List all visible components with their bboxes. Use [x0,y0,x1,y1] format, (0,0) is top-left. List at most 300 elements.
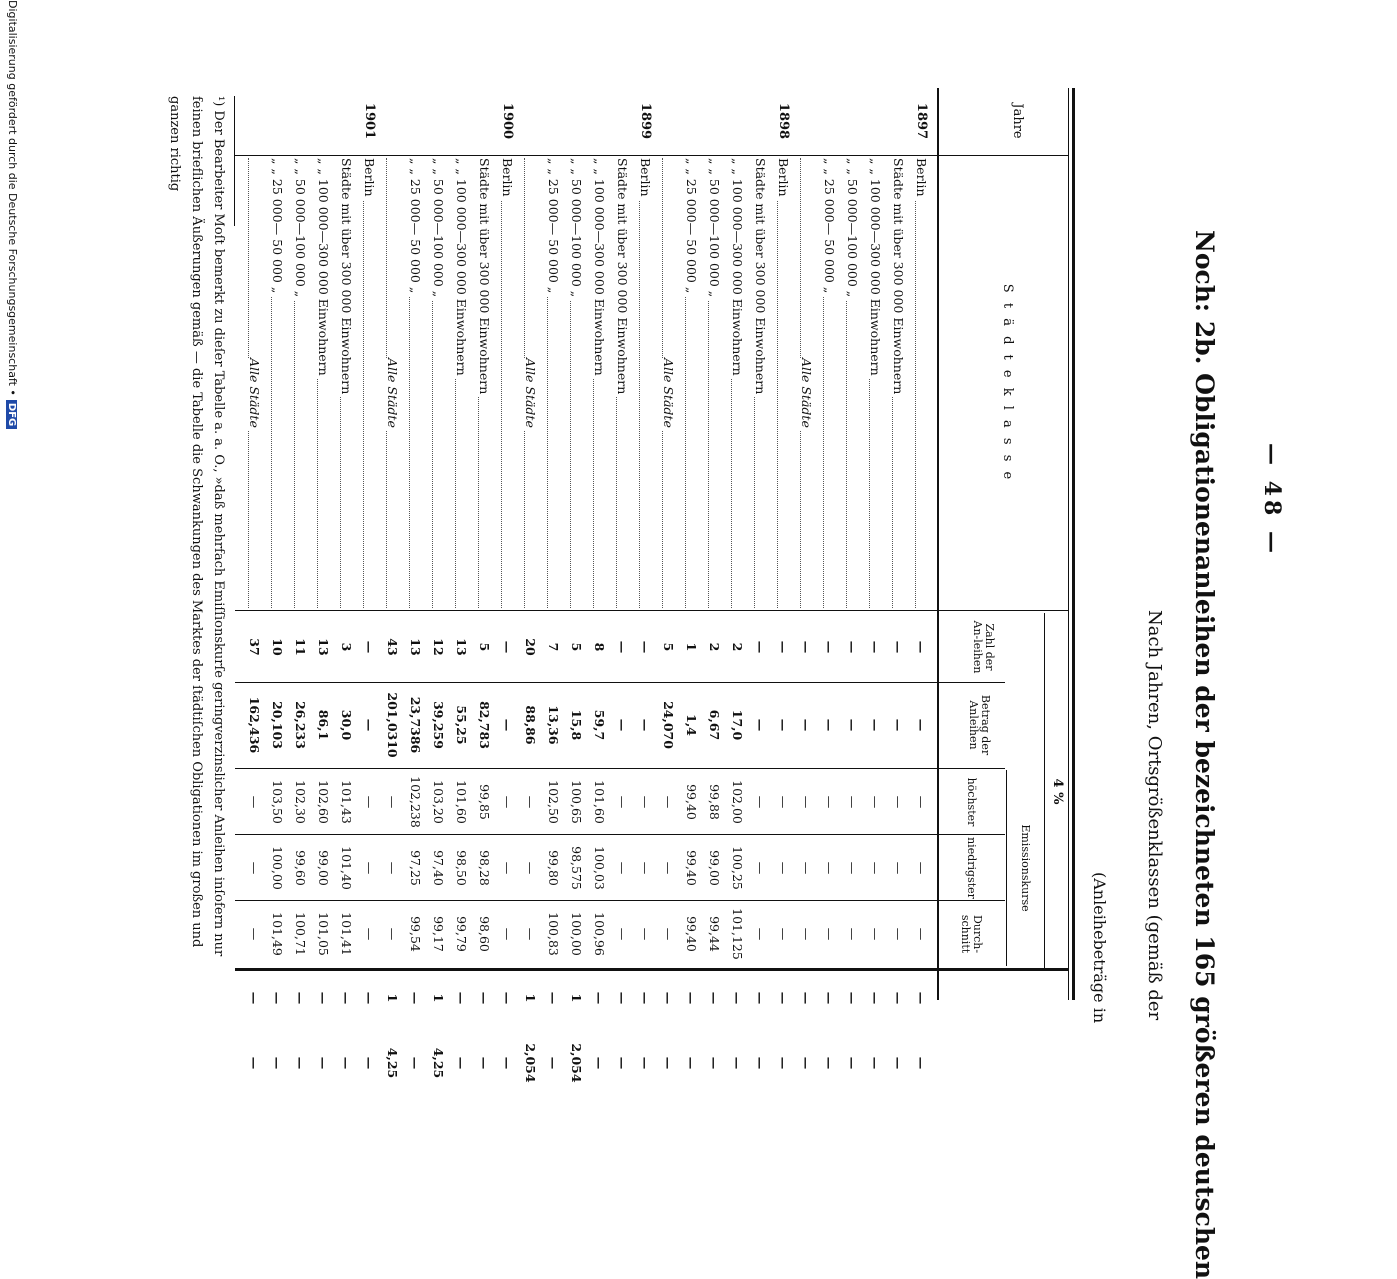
city-class-cell [240,158,266,608]
lowest-rate-cell: — [914,861,929,875]
count2-cell: — [339,991,354,1005]
average-rate-cell: — [753,927,768,941]
amount2-cell: — [684,1056,699,1070]
city-class-cell [332,158,358,608]
table-row [358,88,381,1070]
city-class-cell [401,158,427,608]
count-cell: 5 [477,642,492,652]
year-cell [792,88,818,154]
amount2-cell: — [500,1056,515,1070]
city-class-label: „ „ 25 000— 50 000 „ [408,158,423,296]
amount2-cell: — [868,1056,883,1070]
count2-cell: — [707,991,722,1005]
count2-cell: — [615,991,630,1005]
highest-rate-cell: 99,40 [684,784,699,820]
lowest-rate-cell: — [638,861,653,875]
highest-rate-cell: — [638,795,653,809]
lowest-rate-cell: 98,28 [477,850,492,886]
count2-cell: 1 [569,993,584,1003]
emission-group-rule [1006,770,1007,966]
amount2-cell: — [707,1056,722,1070]
average-rate-cell: 101,49 [270,912,285,956]
city-class-cell [493,158,519,608]
city-class-cell [861,158,887,608]
highest-rate-cell: 101,43 [339,780,354,824]
lowest-rate-cell: — [385,861,400,875]
count2-cell: — [638,991,653,1005]
dfg-logo: DFG [6,400,17,429]
header-zahl: Zahl der An-leihen [971,620,996,674]
average-rate-cell: — [500,927,515,941]
city-class-cell [792,158,818,608]
table-total-row [657,88,680,1070]
table-top-rule [1072,88,1075,1000]
header-staedteklasse: S t ä d t e k l a s s e [1000,283,1015,483]
average-rate-cell: 99,17 [431,916,446,952]
city-class-label: „ „ 50 000—100 000 „ [845,158,860,300]
count-cell: 8 [592,642,607,652]
table-row [726,88,749,1070]
count2-cell: — [799,991,814,1005]
amount2-cell: — [776,1056,791,1070]
table-total-row [243,88,266,1070]
amount-cell: 26,233 [293,701,308,749]
header-niedrigster: niedrigster [965,837,978,899]
count2-cell: 1 [385,993,400,1003]
count2-cell: — [500,991,515,1005]
count-cell: 13 [408,638,423,656]
city-class-label: Alle Städte [799,358,814,431]
amount-cell: — [615,718,630,732]
count-cell: — [822,640,837,654]
highest-rate-cell: — [799,795,814,809]
highest-rate-cell: — [776,795,791,809]
table-row [565,88,588,1083]
count-cell: 7 [546,642,561,652]
average-rate-cell: — [799,927,814,941]
digitization-credit [6,0,19,1000]
amount2-cell: — [661,1056,676,1070]
year-cell [240,88,266,154]
count2-cell: — [661,991,676,1005]
amount-cell: 30,0 [339,709,354,741]
table-row [427,88,450,1079]
highest-rate-cell: 100,65 [569,780,584,824]
table-row [818,88,841,1070]
count-cell: 20 [523,638,538,656]
year-cell [332,88,358,154]
amount-cell: — [868,718,883,732]
table-row [887,88,910,1070]
highest-rate-cell: — [661,795,676,809]
lowest-rate-cell: 98,575 [569,846,584,890]
highest-rate-cell: 99,85 [477,784,492,820]
amount-cell: 39,259 [431,701,446,749]
highest-rate-cell: — [523,795,538,809]
average-rate-cell: 101,125 [730,908,745,960]
amount-cell: 24,070 [661,701,676,749]
leader-dots [777,158,778,608]
city-class-cell [631,158,657,608]
count-cell: 11 [293,638,308,656]
year-cell: 1898 [776,102,791,140]
city-class-label: „ „ 100 000—300 000 Einwohnern [868,158,883,379]
leader-dots [915,158,916,608]
highest-rate-cell: 99,88 [707,784,722,820]
average-rate-cell: — [845,927,860,941]
header-bottom-rule [937,88,939,1000]
count2-cell: 1 [431,993,446,1003]
city-class-cell [723,158,749,608]
highest-rate-cell: 103,20 [431,780,446,824]
amount2-cell: — [799,1056,814,1070]
city-class-cell [424,158,450,608]
count-cell: — [615,640,630,654]
table-row [542,88,565,1070]
average-rate-cell: 100,96 [592,912,607,956]
average-rate-cell: — [776,927,791,941]
year-cell [516,88,542,154]
amount-cell: — [362,718,377,732]
amount-cell: — [845,718,860,732]
city-class-label: „ „ 25 000— 50 000 „ [270,158,285,296]
average-rate-cell: 101,41 [339,912,354,956]
table-row [634,88,657,1070]
count2-cell: — [891,991,906,1005]
year-cell [861,88,887,154]
highest-rate-cell: 101,60 [592,780,607,824]
count2-cell: — [914,991,929,1005]
year-cell [884,88,910,154]
city-class-cell [309,158,335,608]
highest-rate-cell: — [385,795,400,809]
average-rate-cell: 100,71 [293,912,308,956]
amount2-cell: — [293,1056,308,1070]
city-class-label: Alle Städte [523,358,538,431]
city-class-label: „ „ 50 000—100 000 „ [707,158,722,300]
highest-rate-cell: — [822,795,837,809]
unit-note: (Anleihebeträge in [1090,872,1109,1024]
city-class-label: „ „ 100 000—300 000 Einwohnern [316,158,331,379]
amount-cell: 13,36 [546,705,561,745]
amount-cell: 82,783 [477,701,492,749]
count-cell: — [500,640,515,654]
average-rate-cell: — [891,927,906,941]
city-class-label: „ „ 25 000— 50 000 „ [822,158,837,296]
city-class-cell [585,158,611,608]
page-number: — 48 — [1259,443,1285,557]
amount-cell: — [638,718,653,732]
city-class-label: „ „ 100 000—300 000 Einwohnern [592,158,607,379]
year-cell: 1897 [914,102,929,140]
count2-cell: — [408,991,423,1005]
year-cell [263,88,289,154]
table-row [772,88,795,1070]
count-cell: — [776,640,791,654]
average-rate-cell: — [868,927,883,941]
amount2-cell: 2,054 [523,1043,538,1083]
lowest-rate-cell: 100,25 [730,846,745,890]
average-rate-cell: 98,60 [477,916,492,952]
table-row [473,88,496,1070]
count2-cell: — [730,991,745,1005]
city-class-cell [838,158,864,608]
year-cell [585,88,611,154]
lowest-rate-cell: — [615,861,630,875]
count-cell: — [914,640,929,654]
table-total-row [381,88,404,1079]
table-row [289,88,312,1070]
count2-cell: — [822,991,837,1005]
header-percent: 4 % [1050,778,1065,805]
amount2-cell: — [845,1056,860,1070]
amount2-cell: — [316,1056,331,1070]
table-row [404,88,427,1070]
page-subtitle: Nach Jahren, Ortsgrößenklassen (gemäß der [1144,610,1165,1021]
average-rate-cell: 99,79 [454,916,469,952]
lowest-rate-cell: 99,00 [316,850,331,886]
lowest-rate-cell: 101,40 [339,846,354,890]
average-rate-cell: — [914,927,929,941]
amount-cell: — [799,718,814,732]
count-cell: 43 [385,638,400,656]
average-rate-cell: 99,44 [707,916,722,952]
city-class-label: Berlin [362,158,377,200]
count-cell: 5 [661,642,676,652]
city-class-cell [263,158,289,608]
lowest-rate-cell: — [799,861,814,875]
count-cell: 37 [247,638,262,656]
header-durchschnitt: Durch-schnitt [959,914,984,954]
page-title: Noch: 2b. Obligationenanleihen der bezeichneten 165 größeren deutschen [1190,230,1219,1279]
average-rate-cell: — [247,927,262,941]
lowest-rate-cell: 99,80 [546,850,561,886]
table-top-rule-thin [1068,88,1069,1000]
table-row [703,88,726,1070]
highest-rate-cell: — [247,795,262,809]
average-rate-cell: 99,40 [684,916,699,952]
amount-cell: 88,86 [523,705,538,745]
average-rate-cell: 101,05 [316,912,331,956]
amount-cell: — [822,718,837,732]
highest-rate-cell: 102,238 [408,776,423,828]
amount2-cell: — [546,1056,561,1070]
city-class-cell [355,158,381,608]
highest-rate-cell: — [615,795,630,809]
city-class-cell [562,158,588,608]
city-class-label: „ „ 50 000—100 000 „ [293,158,308,300]
amount2-cell: — [408,1056,423,1070]
city-class-label: „ „ 50 000—100 000 „ [569,158,584,300]
average-rate-cell: — [362,927,377,941]
average-rate-cell: — [615,927,630,941]
amount2-cell: — [362,1056,377,1070]
table-row [312,88,335,1070]
amount-cell: 55,25 [454,705,469,745]
year-cell: 1900 [500,102,515,140]
city-class-label: Städte mit über 300 000 Einwohnern [753,158,768,397]
highest-rate-cell: 103,50 [270,780,285,824]
amount-cell: 86,1 [316,709,331,741]
count-cell: 5 [569,642,584,652]
count-cell: — [638,640,653,654]
year-cell [378,88,404,154]
count-cell: — [799,640,814,654]
table-row [864,88,887,1070]
lowest-rate-cell: — [523,861,538,875]
count2-cell: — [592,991,607,1005]
leader-dots [501,158,502,608]
amount2-cell: — [615,1056,630,1070]
table-row [588,88,611,1070]
year-cell [424,88,450,154]
table-row [266,88,289,1070]
year-cell [562,88,588,154]
table-row [910,88,933,1070]
header-hoechster: höchster [965,777,978,827]
amount2-cell: 4,25 [431,1047,446,1079]
city-class-cell [769,158,795,608]
amount-cell: 20,103 [270,701,285,749]
highest-rate-cell: 101,60 [454,780,469,824]
lowest-rate-cell: 99,40 [684,850,699,886]
lowest-rate-cell: 97,40 [431,850,446,886]
amount-cell: — [776,718,791,732]
amount-cell: — [753,718,768,732]
count-cell: 13 [316,638,331,656]
lowest-rate-cell: 100,00 [270,846,285,890]
amount-cell: 6,67 [707,709,722,741]
amount2-cell: 4,25 [385,1047,400,1079]
amount-cell: — [500,718,515,732]
footnote-rule [234,96,235,226]
amount-cell: 17,0 [730,709,745,741]
amount2-cell: — [247,1056,262,1070]
lowest-rate-cell: — [661,861,676,875]
city-class-cell [677,158,703,608]
count2-cell: — [546,991,561,1005]
lowest-rate-cell: — [753,861,768,875]
count2-cell: — [362,991,377,1005]
footnote: ¹) Der Bearbeiter Moſt bemerkt zu dieſer Tabelle a. a. O., »daß mehrfach Emiſſionskurſe geringverzinslicher Anleihen inſofern nur feinen brieflichen Äußerungen gemäß — die Tabelle die Schwankungen des Marktes der ſtädtiſchen Obligationen im großen und ganzen richtig [167,96,226,957]
year-cell: 1901 [362,102,377,140]
city-class-label: Berlin [638,158,653,200]
percent-group-rule [1044,613,1045,970]
amount-cell: 201,0310 [385,692,400,758]
city-class-label: Alle Städte [247,358,262,431]
table-row [450,88,473,1070]
city-class-cell [447,158,473,608]
year-cell [401,88,427,154]
lowest-rate-cell: — [776,861,791,875]
count-cell: — [868,640,883,654]
count-cell: — [362,640,377,654]
table-row [496,88,519,1070]
highest-rate-cell: — [500,795,515,809]
year-cell [309,88,335,154]
amount-cell: — [914,718,929,732]
city-class-cell [884,158,910,608]
city-class-cell [608,158,634,608]
year-cell [286,88,312,154]
count-cell: — [891,640,906,654]
year-cell [470,88,496,154]
average-rate-cell: — [822,927,837,941]
highest-rate-cell: — [753,795,768,809]
table-row [335,88,358,1070]
leader-dots [639,158,640,608]
average-rate-cell: 100,00 [569,912,584,956]
header-emissionskurse: Emissionskurse [1019,824,1032,912]
table-total-row [795,88,818,1070]
header-betrag: Betrag der Anleihen [967,694,992,756]
amount2-cell: — [914,1056,929,1070]
highest-rate-cell: 102,50 [546,780,561,824]
highest-rate-cell: 102,60 [316,780,331,824]
count-cell: 13 [454,638,469,656]
average-rate-cell: — [638,927,653,941]
lowest-rate-cell: — [891,861,906,875]
amount2-cell: — [270,1056,285,1070]
highest-rate-cell: 102,00 [730,780,745,824]
count2-cell: — [776,991,791,1005]
average-rate-cell: — [523,927,538,941]
count2-cell: — [684,991,699,1005]
count-cell: — [845,640,860,654]
lowest-rate-cell: — [845,861,860,875]
city-class-label: Berlin [776,158,791,200]
city-class-cell [378,158,404,608]
year-cell [677,88,703,154]
city-class-cell [654,158,680,608]
city-class-label: „ „ 100 000—300 000 Einwohnern [730,158,745,379]
amount2-cell: — [592,1056,607,1070]
count2-cell: — [868,991,883,1005]
count-cell: 2 [730,642,745,652]
credit-text: Digitalisierung gefördert durch die Deutsche Forschungsgemeinschaft • [6,0,19,396]
city-class-cell [907,158,933,608]
count2-cell: — [753,991,768,1005]
lowest-rate-cell: — [247,861,262,875]
year-cell [447,88,473,154]
highest-rate-cell: — [845,795,860,809]
amount2-cell: — [730,1056,745,1070]
city-class-cell [286,158,312,608]
count2-cell: — [316,991,331,1005]
lowest-rate-cell: 99,00 [707,850,722,886]
city-class-cell [470,158,496,608]
city-class-label: „ „ 50 000—100 000 „ [431,158,446,300]
header-jahre: Jahre [1010,103,1025,139]
highest-rate-cell: 102,30 [293,780,308,824]
year-cell [608,88,634,154]
city-class-cell [815,158,841,608]
count-cell: 2 [707,642,722,652]
lowest-rate-cell: 100,03 [592,846,607,890]
city-class-cell [746,158,772,608]
amount-cell: 162,436 [247,696,262,754]
average-rate-cell: 100,83 [546,912,561,956]
leader-dots [363,158,364,608]
city-class-label: „ „ 25 000— 50 000 „ [546,158,561,296]
count2-cell: — [845,991,860,1005]
city-class-label: Alle Städte [385,358,400,431]
count-cell: 3 [339,642,354,652]
amount2-cell: — [753,1056,768,1070]
amount2-cell: — [339,1056,354,1070]
year-cell [700,88,726,154]
city-class-cell [700,158,726,608]
